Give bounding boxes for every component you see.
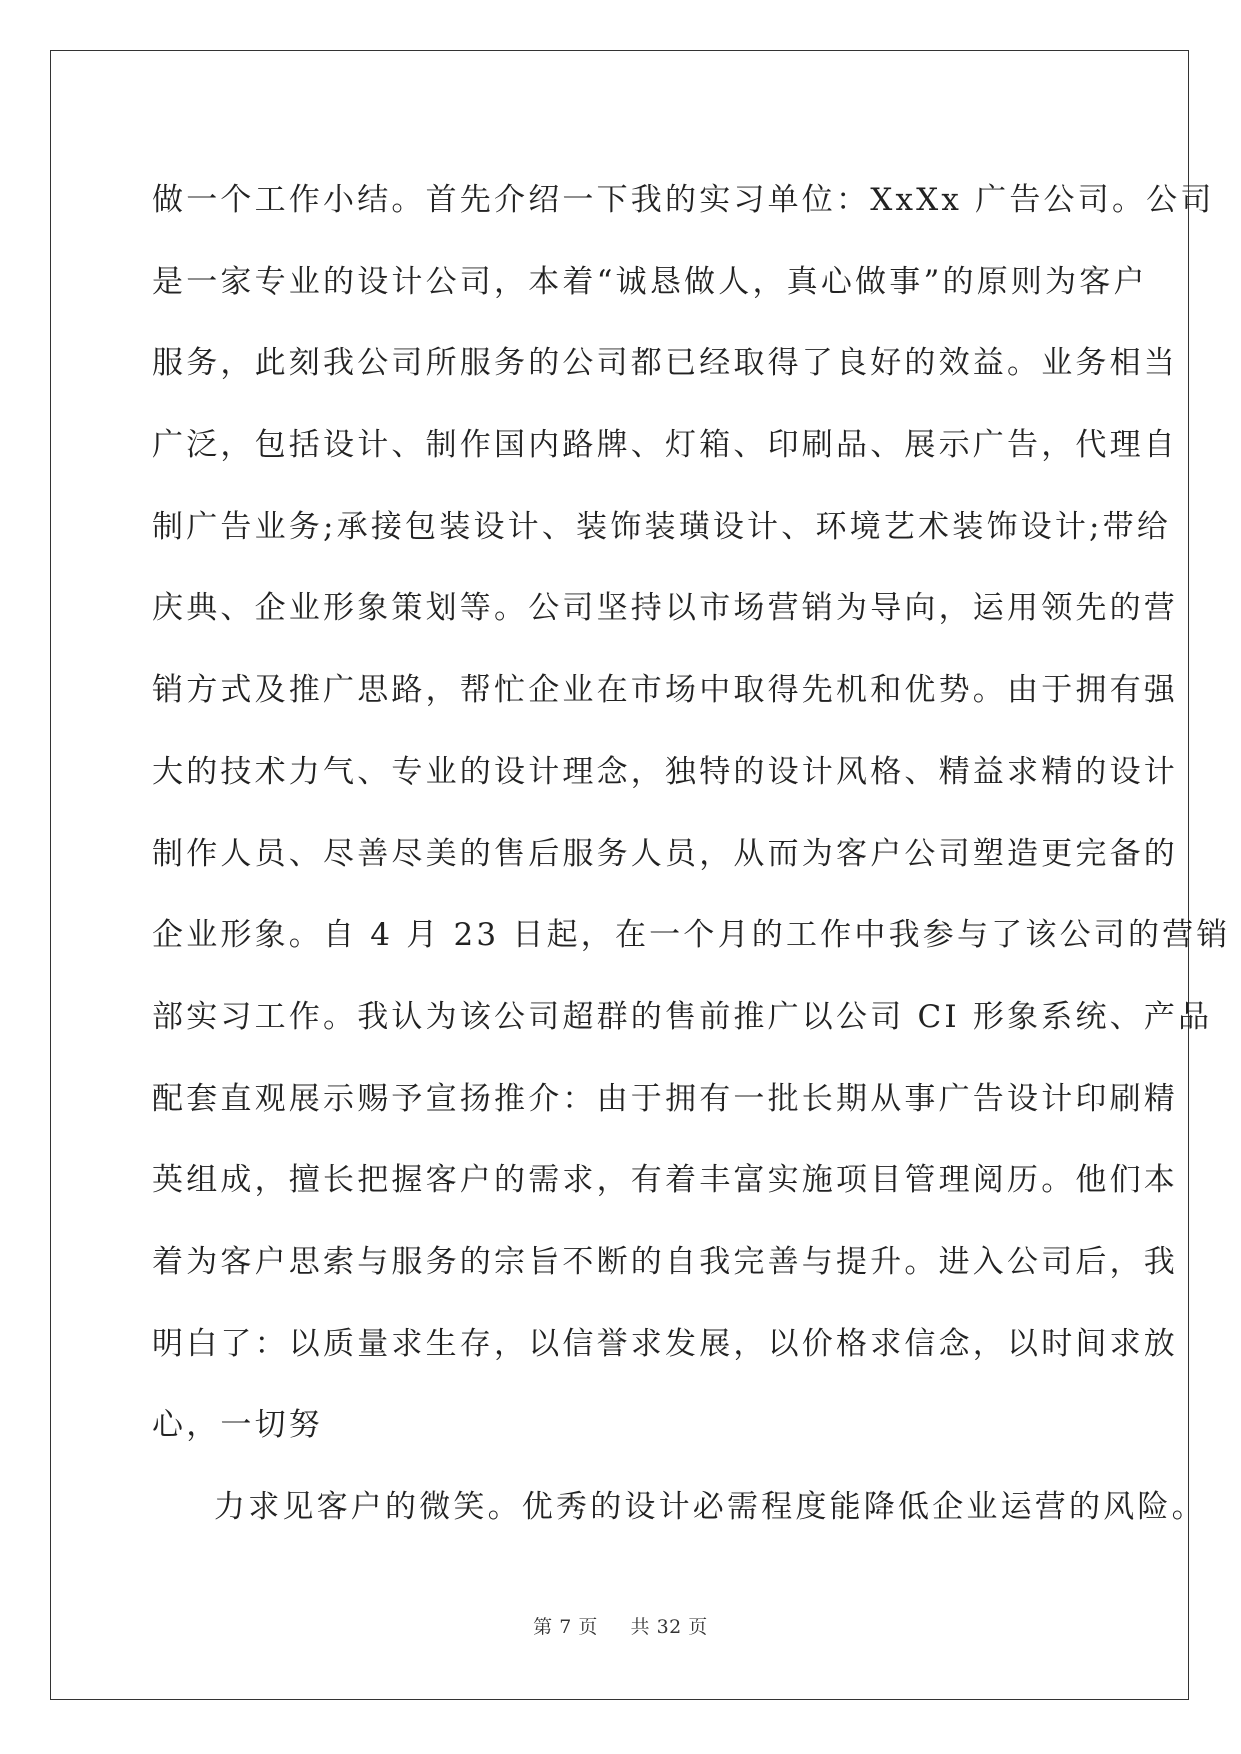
text-line: 企业形象。自 4 月 23 日起，在一个月的工作中我参与了该公司的营销: [152, 917, 1231, 954]
text-line: 服务，此刻我公司所服务的公司都已经取得了良好的效益。业务相当: [152, 345, 1178, 382]
indented-paragraph-line: 力求见客户的微笑。优秀的设计必需程度能降低企业运营的风险。: [214, 1489, 1206, 1525]
text-line: 心，一切努: [152, 1407, 323, 1444]
text-line: 做一个工作小结。首先介绍一下我的实习单位：XxXx 广告公司。公司: [152, 182, 1215, 218]
page-footer: [0, 1612, 1241, 1639]
text-line: 大的技术力气、专业的设计理念，独特的设计风格、精益求精的设计: [152, 753, 1178, 790]
text-line: 明白了：以质量求生存，以信誉求发展，以价格求信念，以时间求放: [152, 1325, 1178, 1362]
text-line: 英组成，擅长把握客户的需求，有着丰富实施项目管理阅历。他们本: [152, 1162, 1178, 1199]
text-line: 着为客户思索与服务的宗旨不断的自我完善与提升。进入公司后，我: [152, 1243, 1178, 1280]
text-line: 制作人员、尽善尽美的售后服务人员，从而为客户公司塑造更完备的: [152, 835, 1178, 872]
total-pages: 共 32 页: [630, 1616, 708, 1638]
text-line: 配套直观展示赐予宣扬推介：由于拥有一批长期从事广告设计印刷精: [152, 1080, 1178, 1117]
text-line: 广泛，包括设计、制作国内路牌、灯箱、印刷品、展示广告，代理自: [152, 427, 1178, 464]
text-line: 庆典、企业形象策划等。公司坚持以市场营销为导向，运用领先的营: [152, 590, 1178, 627]
page-number: 第 7 页: [533, 1616, 598, 1638]
document-body: [152, 160, 1231, 1549]
text-line: 是一家专业的设计公司，本着“诚恳做人，真心做事”的原则为客户: [152, 263, 1148, 300]
text-line: 部实习工作。我认为该公司超群的售前推广以公司 CI 形象系统、产品: [152, 998, 1213, 1035]
text-line: 制广告业务;承接包装设计、装饰装璜设计、环境艺术装饰设计;带给: [152, 508, 1172, 545]
text-line: 销方式及推广思路，帮忙企业在市场中取得先机和优势。由于拥有强: [152, 672, 1178, 709]
